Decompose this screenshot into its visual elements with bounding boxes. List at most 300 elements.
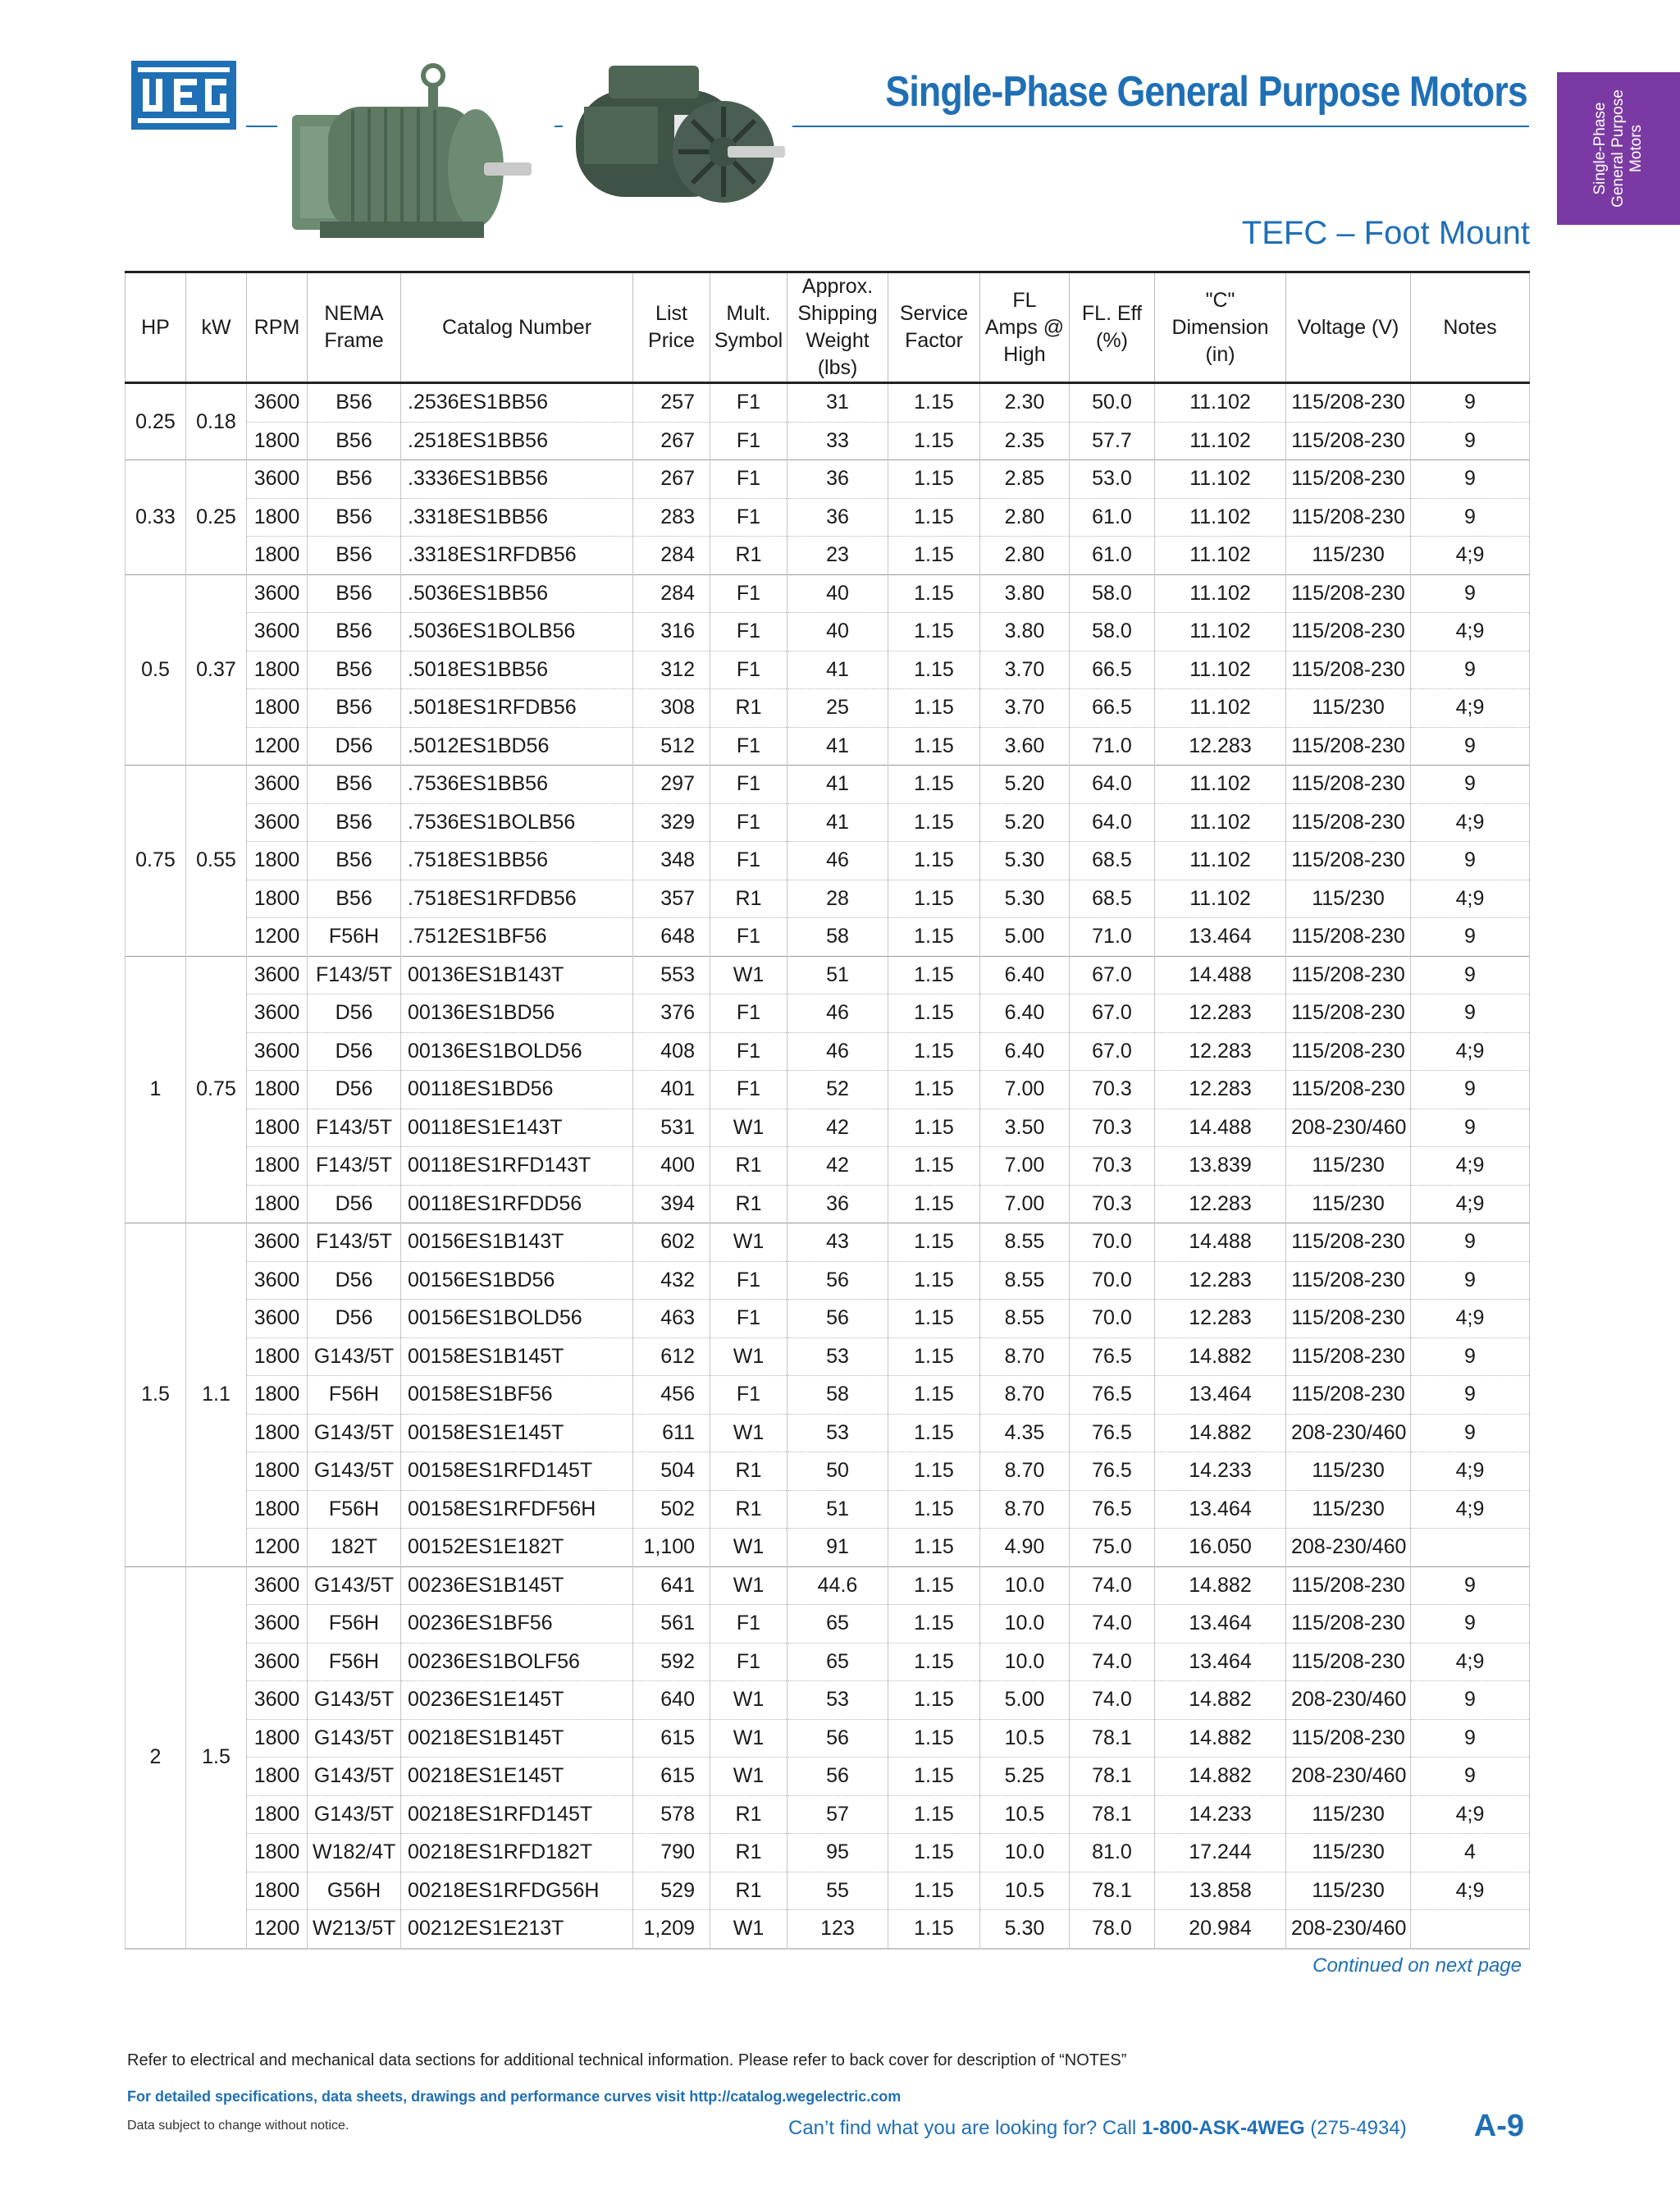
cell-nema-frame: F56H [308, 1490, 401, 1529]
header-rule-right [792, 126, 1529, 127]
cell-voltage: 115/208-230 [1286, 422, 1411, 460]
cell-service-factor: 1.15 [888, 803, 980, 842]
cell-notes: 9 [1411, 1719, 1530, 1758]
cell-nema-frame: B56 [308, 422, 401, 460]
cell-service-factor: 1.15 [888, 651, 980, 689]
cell-shipping-weight: 52 [788, 1071, 888, 1109]
cell-voltage: 208-230/460 [1286, 1910, 1411, 1949]
cell-list-price: 316 [633, 613, 710, 652]
cell-list-price: 456 [633, 1376, 710, 1415]
cell-rpm: 3600 [247, 613, 308, 652]
cell-notes: 9 [1411, 956, 1530, 994]
cell-rpm: 3600 [247, 383, 308, 423]
cell-nema-frame: F56H [308, 1376, 401, 1415]
col-header-service-factor: Service Factor [888, 272, 980, 383]
cell-mult-symbol: F1 [710, 422, 788, 460]
table-row [126, 1490, 1530, 1529]
cell-service-factor: 1.15 [888, 1566, 980, 1605]
cell-fl-eff: 76.5 [1070, 1452, 1155, 1491]
cell-notes [1411, 1910, 1530, 1949]
cell-rpm: 1800 [247, 1758, 308, 1796]
cell-fl-eff: 68.5 [1070, 842, 1155, 880]
cell-mult-symbol: F1 [710, 766, 788, 804]
cell-fl-eff: 78.1 [1070, 1719, 1155, 1758]
cell-service-factor: 1.15 [888, 727, 980, 766]
cell-voltage: 115/208-230 [1286, 727, 1411, 766]
cell-c-dimension: 13.858 [1155, 1872, 1286, 1910]
table-row [126, 1872, 1530, 1910]
table-row [126, 1337, 1530, 1376]
cell-nema-frame: D56 [308, 727, 401, 766]
cell-fl-amps: 10.0 [980, 1605, 1070, 1644]
cell-nema-frame: G143/5T [308, 1795, 401, 1834]
cell-fl-amps: 3.70 [980, 689, 1070, 728]
cell-mult-symbol: W1 [710, 1529, 788, 1567]
cell-nema-frame: F143/5T [308, 956, 401, 994]
cell-nema-frame: B56 [308, 498, 401, 537]
cell-rpm: 1800 [247, 1719, 308, 1758]
table-header-row [126, 272, 1530, 383]
cell-voltage: 115/230 [1286, 1490, 1411, 1529]
cell-kw: 0.18 [186, 383, 247, 460]
cell-shipping-weight: 40 [788, 574, 888, 613]
cell-fl-amps: 10.0 [980, 1834, 1070, 1872]
cell-fl-eff: 64.0 [1070, 766, 1155, 804]
cell-voltage: 208-230/460 [1286, 1529, 1411, 1567]
cell-mult-symbol: R1 [710, 1872, 788, 1910]
cell-c-dimension: 11.102 [1155, 460, 1286, 499]
cell-voltage: 115/208-230 [1286, 1300, 1411, 1338]
cell-voltage: 208-230/460 [1286, 1681, 1411, 1720]
cell-fl-amps: 2.35 [980, 422, 1070, 460]
cell-hp: 1.5 [126, 1223, 186, 1567]
cell-mult-symbol: F1 [710, 918, 788, 957]
cell-service-factor: 1.15 [888, 537, 980, 575]
cell-mult-symbol: F1 [710, 803, 788, 842]
cell-shipping-weight: 56 [788, 1261, 888, 1300]
cell-voltage: 208-230/460 [1286, 1109, 1411, 1147]
cell-shipping-weight: 46 [788, 842, 888, 880]
cell-fl-amps: 8.55 [980, 1223, 1070, 1262]
table-row [126, 1223, 1530, 1262]
cell-fl-eff: 61.0 [1070, 498, 1155, 537]
table-row [126, 1529, 1530, 1567]
cell-voltage: 115/230 [1286, 537, 1411, 575]
cell-notes: 4;9 [1411, 1872, 1530, 1910]
table-row [126, 383, 1530, 423]
cell-c-dimension: 11.102 [1155, 766, 1286, 804]
cell-rpm: 3600 [247, 1223, 308, 1262]
cell-fl-amps: 8.70 [980, 1490, 1070, 1529]
cell-fl-amps: 7.00 [980, 1147, 1070, 1186]
cell-nema-frame: G143/5T [308, 1337, 401, 1376]
cell-rpm: 3600 [247, 574, 308, 613]
cell-fl-eff: 61.0 [1070, 537, 1155, 575]
cell-notes: 9 [1411, 918, 1530, 957]
cell-mult-symbol: W1 [710, 956, 788, 994]
cell-hp: 0.75 [126, 766, 186, 957]
cell-list-price: 308 [633, 689, 710, 728]
cell-catalog-number: 00236ES1BF56 [401, 1605, 633, 1644]
cell-notes: 4;9 [1411, 1032, 1530, 1071]
cell-notes: 4;9 [1411, 1300, 1530, 1338]
cell-c-dimension: 11.102 [1155, 537, 1286, 575]
cell-shipping-weight: 53 [788, 1681, 888, 1720]
cell-rpm: 3600 [247, 994, 308, 1033]
cell-list-price: 348 [633, 842, 710, 880]
cell-notes: 4;9 [1411, 1147, 1530, 1186]
cell-catalog-number: .2518ES1BB56 [401, 422, 633, 460]
cell-fl-amps: 8.55 [980, 1300, 1070, 1338]
cell-fl-eff: 76.5 [1070, 1337, 1155, 1376]
cell-list-price: 394 [633, 1185, 710, 1223]
cell-service-factor: 1.15 [888, 1032, 980, 1071]
cell-catalog-number: 00136ES1BOLD56 [401, 1032, 633, 1071]
cell-nema-frame: G143/5T [308, 1681, 401, 1720]
cell-nema-frame: D56 [308, 1032, 401, 1071]
table-row [126, 422, 1530, 460]
table-row [126, 803, 1530, 842]
cell-shipping-weight: 123 [788, 1910, 888, 1949]
cell-nema-frame: F56H [308, 918, 401, 957]
cell-mult-symbol: F1 [710, 460, 788, 499]
cell-c-dimension: 14.233 [1155, 1795, 1286, 1834]
weg-logo [131, 61, 236, 130]
cell-fl-amps: 5.20 [980, 766, 1070, 804]
cell-fl-amps: 5.30 [980, 842, 1070, 880]
cell-fl-amps: 7.00 [980, 1071, 1070, 1109]
cell-mult-symbol: F1 [710, 1071, 788, 1109]
page-number: A-9 [1473, 2109, 1524, 2143]
cell-fl-eff: 76.5 [1070, 1490, 1155, 1529]
cell-fl-amps: 2.30 [980, 383, 1070, 423]
cell-catalog-number: 00218ES1E145T [401, 1758, 633, 1796]
cell-list-price: 284 [633, 537, 710, 575]
cell-notes: 4;9 [1411, 803, 1530, 842]
cell-catalog-number: .5018ES1RFDB56 [401, 689, 633, 728]
cell-shipping-weight: 56 [788, 1758, 888, 1796]
cell-shipping-weight: 42 [788, 1147, 888, 1186]
cell-catalog-number: 00158ES1E145T [401, 1414, 633, 1452]
cell-mult-symbol: F1 [710, 1032, 788, 1071]
table-row [126, 994, 1530, 1033]
cell-nema-frame: G143/5T [308, 1719, 401, 1758]
col-header-shipping-weight: Approx. Shipping Weight (lbs) [788, 272, 888, 383]
cell-shipping-weight: 95 [788, 1834, 888, 1872]
cell-list-price: 400 [633, 1147, 710, 1186]
cell-c-dimension: 11.102 [1155, 422, 1286, 460]
cell-fl-eff: 67.0 [1070, 956, 1155, 994]
phone-number[interactable]: 1-800-ASK-4WEG [1141, 2117, 1305, 2139]
cell-fl-amps: 3.60 [980, 727, 1070, 766]
cell-list-price: 312 [633, 651, 710, 689]
cell-fl-amps: 4.90 [980, 1529, 1070, 1567]
table-row [126, 1681, 1530, 1720]
col-header-list-price: List Price [633, 272, 710, 383]
cell-fl-eff: 58.0 [1070, 574, 1155, 613]
cell-list-price: 432 [633, 1261, 710, 1300]
cell-fl-amps: 3.70 [980, 651, 1070, 689]
cell-voltage: 115/208-230 [1286, 574, 1411, 613]
cell-fl-eff: 66.5 [1070, 651, 1155, 689]
cell-notes: 9 [1411, 383, 1530, 423]
cell-catalog-number: 00156ES1BD56 [401, 1261, 633, 1300]
cell-notes: 9 [1411, 994, 1530, 1033]
cell-notes [1411, 1529, 1530, 1567]
cell-shipping-weight: 41 [788, 766, 888, 804]
cell-catalog-number: 00118ES1RFDD56 [401, 1185, 633, 1223]
cell-service-factor: 1.15 [888, 460, 980, 499]
cell-fl-eff: 75.0 [1070, 1529, 1155, 1567]
cell-list-price: 297 [633, 766, 710, 804]
table-row [126, 1795, 1530, 1834]
cell-rpm: 1200 [247, 1529, 308, 1567]
cell-mult-symbol: W1 [710, 1414, 788, 1452]
cell-service-factor: 1.15 [888, 383, 980, 423]
cell-mult-symbol: F1 [710, 994, 788, 1033]
cell-rpm: 1800 [247, 651, 308, 689]
cell-mult-symbol: F1 [710, 651, 788, 689]
cell-rpm: 1800 [247, 1452, 308, 1491]
cell-c-dimension: 11.102 [1155, 651, 1286, 689]
cell-service-factor: 1.15 [888, 1872, 980, 1910]
cell-service-factor: 1.15 [888, 1605, 980, 1644]
cell-service-factor: 1.15 [888, 1376, 980, 1415]
cell-fl-eff: 70.0 [1070, 1300, 1155, 1338]
table-row [126, 727, 1530, 766]
motor-spec-table [125, 271, 1530, 1950]
cell-mult-symbol: F1 [710, 727, 788, 766]
cell-c-dimension: 14.882 [1155, 1337, 1286, 1376]
cell-fl-eff: 64.0 [1070, 803, 1155, 842]
cell-nema-frame: G143/5T [308, 1414, 401, 1452]
cell-shipping-weight: 65 [788, 1643, 888, 1681]
cell-c-dimension: 12.283 [1155, 1032, 1286, 1071]
section-side-tab[interactable] [1557, 72, 1680, 225]
cell-mult-symbol: F1 [710, 1605, 788, 1644]
cell-fl-amps: 5.25 [980, 1758, 1070, 1796]
cell-rpm: 3600 [247, 1681, 308, 1720]
cell-mult-symbol: W1 [710, 1681, 788, 1720]
cell-notes: 4;9 [1411, 1795, 1530, 1834]
table-row [126, 613, 1530, 652]
cell-voltage: 115/230 [1286, 1147, 1411, 1186]
catalog-link[interactable]: For detailed specifications, data sheets, drawings and performance curves visit http://catalog.wegelectric.com [127, 2088, 902, 2105]
call-prefix: Can’t find what you are looking for? Call [788, 2117, 1142, 2139]
cell-hp: 1 [126, 956, 186, 1223]
table-row [126, 651, 1530, 689]
cell-voltage: 115/208-230 [1286, 1337, 1411, 1376]
cell-service-factor: 1.15 [888, 1337, 980, 1376]
cell-service-factor: 1.15 [888, 1643, 980, 1681]
cell-notes: 9 [1411, 727, 1530, 766]
cell-c-dimension: 13.464 [1155, 918, 1286, 957]
cell-mult-symbol: R1 [710, 537, 788, 575]
cell-shipping-weight: 46 [788, 994, 888, 1033]
cell-c-dimension: 14.882 [1155, 1681, 1286, 1720]
cell-fl-amps: 3.80 [980, 613, 1070, 652]
cell-mult-symbol: R1 [710, 689, 788, 728]
cell-fl-eff: 78.0 [1070, 1910, 1155, 1949]
cell-rpm: 1800 [247, 537, 308, 575]
cell-shipping-weight: 28 [788, 880, 888, 918]
cell-service-factor: 1.15 [888, 1452, 980, 1491]
cell-notes: 9 [1411, 842, 1530, 880]
cell-list-price: 376 [633, 994, 710, 1033]
cell-notes: 4;9 [1411, 880, 1530, 918]
cell-catalog-number: .7512ES1BF56 [401, 918, 633, 957]
cell-notes: 9 [1411, 574, 1530, 613]
cell-fl-eff: 74.0 [1070, 1605, 1155, 1644]
cell-nema-frame: B56 [308, 842, 401, 880]
cell-catalog-number: .3336ES1BB56 [401, 460, 633, 499]
cell-mult-symbol: R1 [710, 1834, 788, 1872]
cell-fl-eff: 74.0 [1070, 1566, 1155, 1605]
cell-list-price: 561 [633, 1605, 710, 1644]
cell-list-price: 329 [633, 803, 710, 842]
col-header-mult-symbol: Mult. Symbol [710, 272, 788, 383]
cell-service-factor: 1.15 [888, 1529, 980, 1567]
cell-service-factor: 1.15 [888, 1719, 980, 1758]
cell-c-dimension: 14.488 [1155, 956, 1286, 994]
cell-list-price: 790 [633, 1834, 710, 1872]
cell-voltage: 115/208-230 [1286, 766, 1411, 804]
cell-catalog-number: 00118ES1RFD143T [401, 1147, 633, 1186]
cell-nema-frame: F56H [308, 1605, 401, 1644]
cell-voltage: 115/230 [1286, 689, 1411, 728]
side-tab-label [1591, 89, 1646, 208]
cell-nema-frame: B56 [308, 766, 401, 804]
cell-voltage: 115/208-230 [1286, 1605, 1411, 1644]
cell-shipping-weight: 53 [788, 1414, 888, 1452]
cell-shipping-weight: 50 [788, 1452, 888, 1491]
cell-notes: 9 [1411, 1109, 1530, 1147]
cell-fl-eff: 70.3 [1070, 1185, 1155, 1223]
cell-rpm: 3600 [247, 460, 308, 499]
cell-fl-amps: 6.40 [980, 956, 1070, 994]
cell-notes: 9 [1411, 1758, 1530, 1796]
cell-nema-frame: B56 [308, 689, 401, 728]
cell-shipping-weight: 46 [788, 1032, 888, 1071]
cell-service-factor: 1.15 [888, 918, 980, 957]
cell-catalog-number: 00158ES1BF56 [401, 1376, 633, 1415]
cell-catalog-number: .7518ES1RFDB56 [401, 880, 633, 918]
cell-list-price: 357 [633, 880, 710, 918]
col-header-catalog-number: Catalog Number [401, 272, 633, 383]
cell-rpm: 1800 [247, 1490, 308, 1529]
cell-c-dimension: 13.464 [1155, 1605, 1286, 1644]
table-row [126, 1376, 1530, 1415]
cell-catalog-number: 00158ES1B145T [401, 1337, 633, 1376]
cell-fl-eff: 76.5 [1070, 1414, 1155, 1452]
cell-notes: 9 [1411, 1261, 1530, 1300]
cell-catalog-number: .3318ES1BB56 [401, 498, 633, 537]
cell-list-price: 611 [633, 1414, 710, 1452]
table-row [126, 1414, 1530, 1452]
cell-rpm: 1800 [247, 880, 308, 918]
cell-service-factor: 1.15 [888, 574, 980, 613]
cell-kw: 0.55 [186, 766, 247, 957]
cell-kw: 1.5 [186, 1566, 247, 1949]
cell-catalog-number: 00136ES1BD56 [401, 994, 633, 1033]
cell-rpm: 3600 [247, 1261, 308, 1300]
cell-list-price: 267 [633, 460, 710, 499]
cell-voltage: 115/208-230 [1286, 1223, 1411, 1262]
cell-list-price: 463 [633, 1300, 710, 1338]
cell-nema-frame: B56 [308, 613, 401, 652]
cell-rpm: 1800 [247, 1071, 308, 1109]
cell-c-dimension: 14.882 [1155, 1414, 1286, 1452]
cell-voltage: 115/208-230 [1286, 1071, 1411, 1109]
cell-list-price: 615 [633, 1758, 710, 1796]
cell-c-dimension: 11.102 [1155, 842, 1286, 880]
cell-mult-symbol: W1 [710, 1223, 788, 1262]
cell-nema-frame: D56 [308, 1071, 401, 1109]
cell-catalog-number: 00218ES1RFD145T [401, 1795, 633, 1834]
table-row [126, 1071, 1530, 1109]
cell-rpm: 3600 [247, 1566, 308, 1605]
cell-service-factor: 1.15 [888, 956, 980, 994]
cell-voltage: 115/208-230 [1286, 1566, 1411, 1605]
cell-catalog-number: .5036ES1BB56 [401, 574, 633, 613]
cell-mult-symbol: W1 [710, 1109, 788, 1147]
table-row [126, 574, 1530, 613]
cell-hp: 0.5 [126, 574, 186, 766]
table-row [126, 1643, 1530, 1681]
cell-catalog-number: 00136ES1B143T [401, 956, 633, 994]
cell-voltage: 115/208-230 [1286, 383, 1411, 423]
cell-shipping-weight: 31 [788, 383, 888, 423]
cell-mult-symbol: W1 [710, 1910, 788, 1949]
cell-notes: 9 [1411, 422, 1530, 460]
cell-shipping-weight: 33 [788, 422, 888, 460]
cell-mult-symbol: W1 [710, 1337, 788, 1376]
cell-c-dimension: 14.233 [1155, 1452, 1286, 1491]
cell-fl-eff: 71.0 [1070, 727, 1155, 766]
cell-fl-eff: 78.1 [1070, 1872, 1155, 1910]
cell-list-price: 602 [633, 1223, 710, 1262]
header-rule-left [246, 126, 277, 127]
cell-kw: 1.1 [186, 1223, 247, 1567]
cell-voltage: 115/208-230 [1286, 1643, 1411, 1681]
col-header-fl-amps: FL Amps @ High [980, 272, 1070, 383]
cell-notes: 9 [1411, 651, 1530, 689]
cell-list-price: 257 [633, 383, 710, 423]
cell-fl-amps: 2.80 [980, 537, 1070, 575]
cell-fl-eff: 78.1 [1070, 1758, 1155, 1796]
cell-fl-eff: 58.0 [1070, 613, 1155, 652]
cell-c-dimension: 12.283 [1155, 1300, 1286, 1338]
cell-mult-symbol: F1 [710, 1261, 788, 1300]
table-row [126, 766, 1530, 804]
table-row [126, 537, 1530, 575]
cell-service-factor: 1.15 [888, 1261, 980, 1300]
cell-c-dimension: 11.102 [1155, 689, 1286, 728]
cell-list-price: 612 [633, 1337, 710, 1376]
cell-nema-frame: D56 [308, 1300, 401, 1338]
cell-c-dimension: 12.283 [1155, 994, 1286, 1033]
cell-catalog-number: 00152ES1E182T [401, 1529, 633, 1567]
cell-catalog-number: 00158ES1RFDF56H [401, 1490, 633, 1529]
cell-service-factor: 1.15 [888, 1910, 980, 1949]
cell-nema-frame: F56H [308, 1643, 401, 1681]
col-header-rpm: RPM [247, 272, 308, 383]
cell-nema-frame: G143/5T [308, 1758, 401, 1796]
cell-rpm: 1800 [247, 1185, 308, 1223]
cell-mult-symbol: R1 [710, 880, 788, 918]
cell-service-factor: 1.15 [888, 994, 980, 1033]
cell-fl-amps: 10.5 [980, 1872, 1070, 1910]
